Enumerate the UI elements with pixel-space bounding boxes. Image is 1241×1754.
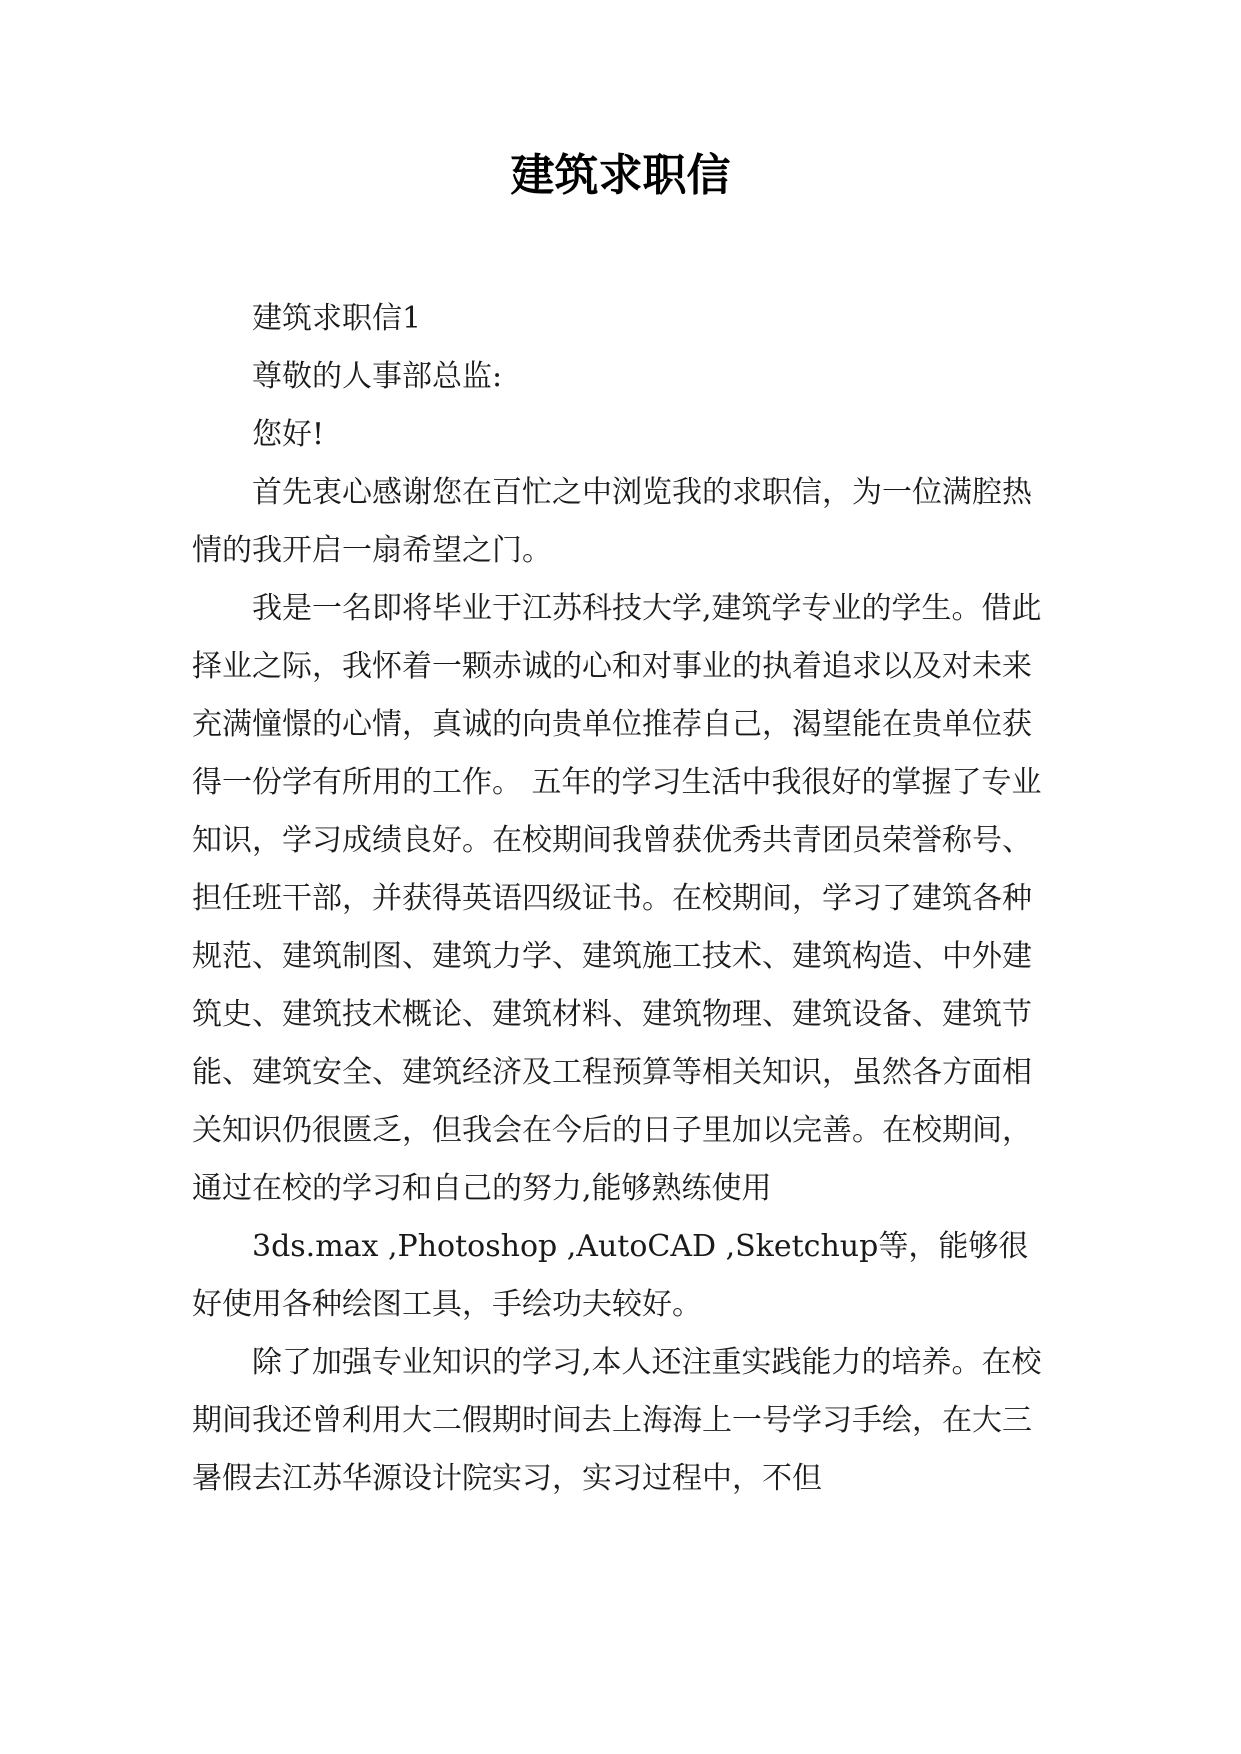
paragraph-intro: 首先衷心感谢您在百忙之中浏览我的求职信，为一位满腔热情的我开启一扇希望之门。	[192, 475, 1032, 568]
document-body	[192, 290, 1054, 1508]
salutation: 尊敬的人事部总监:	[252, 359, 503, 394]
paragraph-software-skills: 3ds.max ,Photoshop ,AutoCAD ,Sketchup等，能够很好使用各种绘图工具，手绘功夫较好。	[192, 1229, 1029, 1322]
paragraph-practice: 除了加强专业知识的学习,本人还注重实践能力的培养。在校期间我还曾利用大二假期时间去上海海上一号学习手绘，在大三暑假去江苏华源设计院实习，实习过程中，不但	[192, 1345, 1042, 1496]
letter-heading: 建筑求职信1	[252, 301, 422, 336]
paragraph-education: 我是一名即将毕业于江苏科技大学,建筑学专业的学生。借此择业之际，我怀着一颗赤诚的心和对事业的执着追求以及对未来充满憧憬的心情，真诚的向贵单位推荐自己，渴望能在贵单位获得一份学有所用的工作。 五年的学习生活中我很好的掌握了专业知识，学习成绩良好。在校期间我曾获优秀共青团员荣誉称号、担任班干部，并获得英语四级证书。在校期间，学习了建筑各种规范、建筑制图、建筑力学、建筑施工技术、建筑构造、中外建筑史、建筑技术概论、建筑材料、建筑物理、建筑设备、建筑节能、建筑安全、建筑经济及工程预算等相关知识，虽然各方面相关知识仍很匮乏，但我会在今后的日子里加以完善。在校期间，通过在校的学习和自己的努力,能够熟练使用	[192, 591, 1042, 1206]
greeting: 您好!	[252, 417, 325, 452]
document-title: 建筑求职信	[510, 150, 731, 201]
